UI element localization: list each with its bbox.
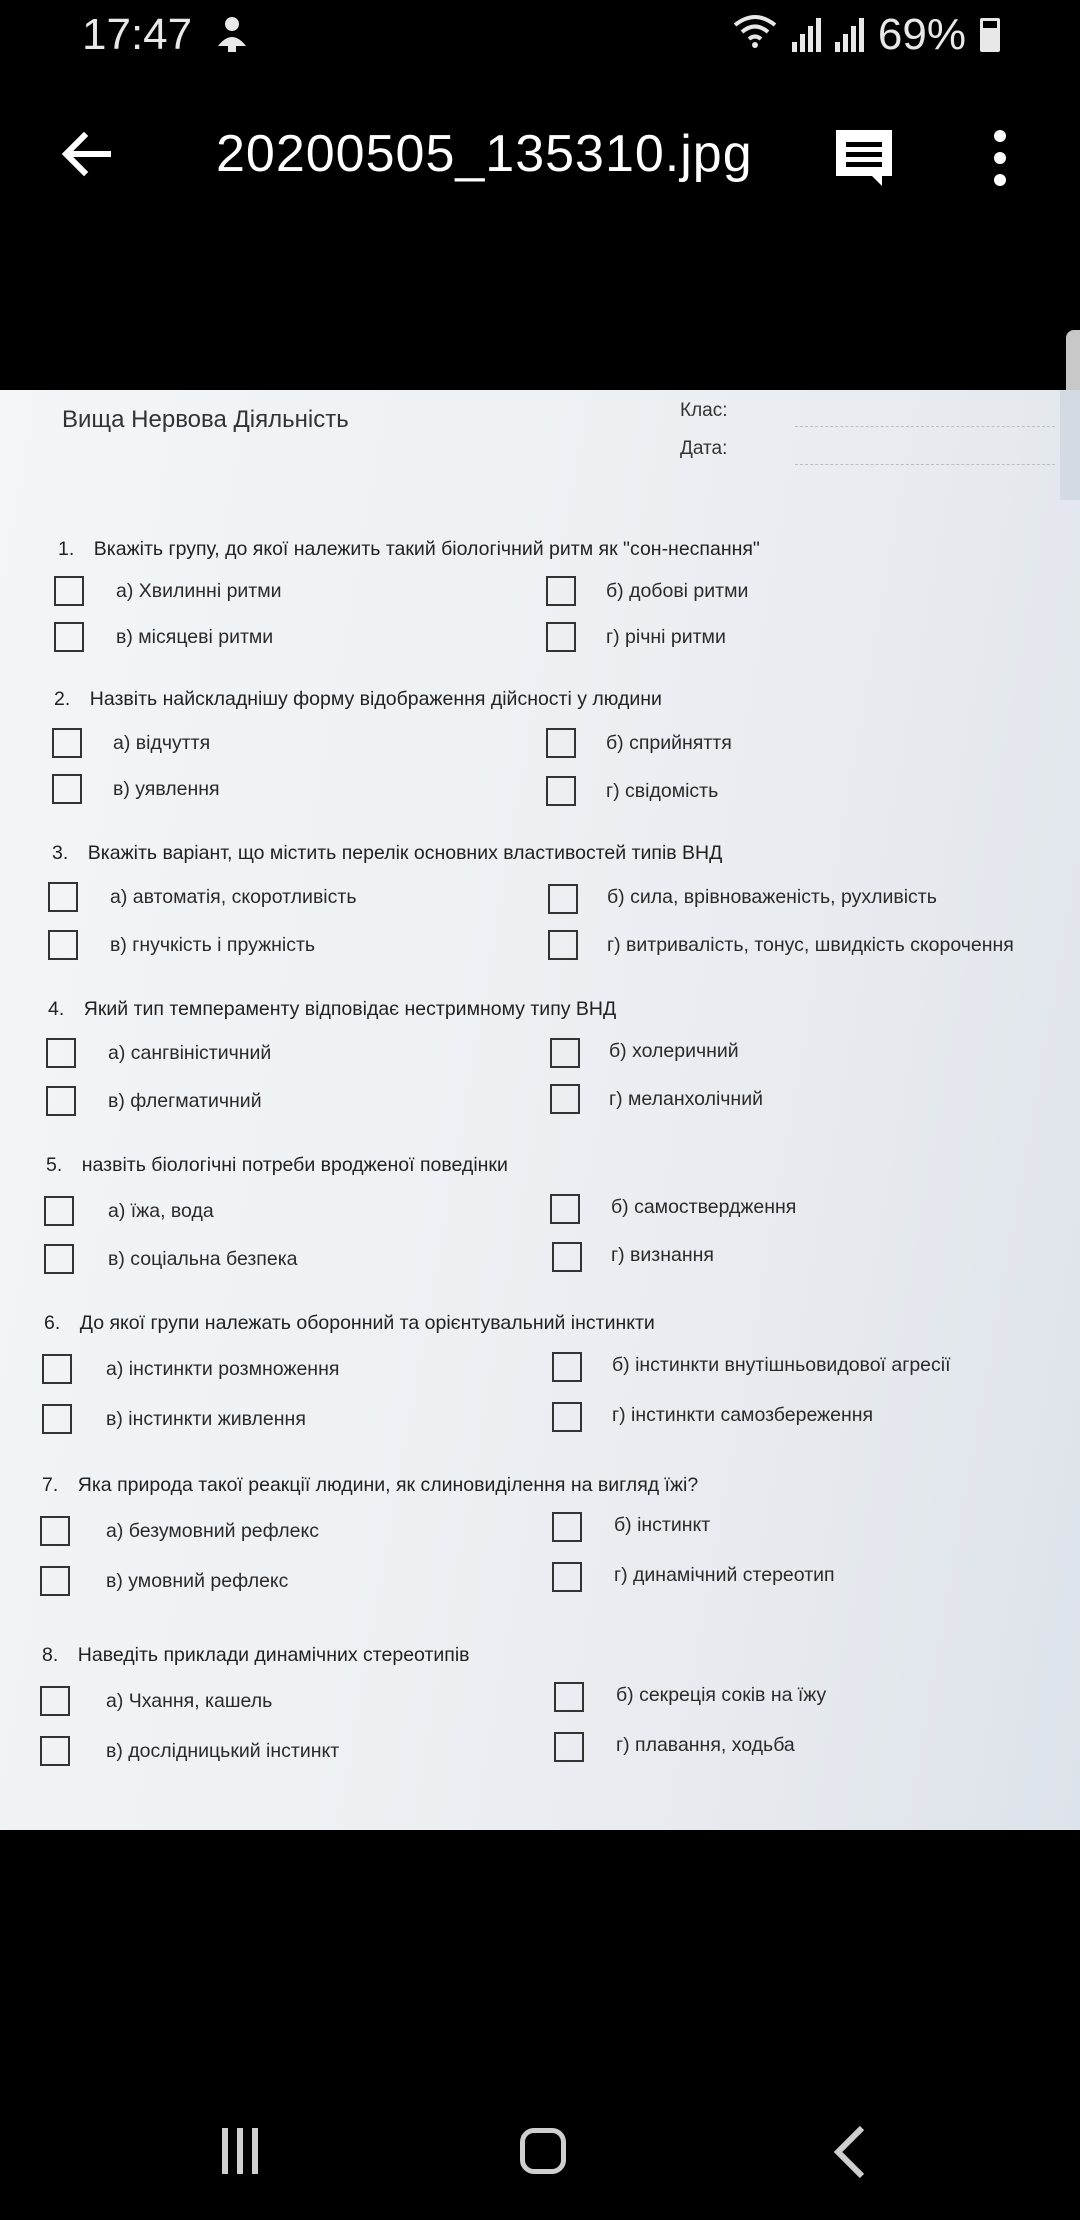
option-q7-b: б) інстинкт [614,1514,711,1536]
checkbox-q2-d[interactable] [546,776,576,806]
date-label: Дата: [680,438,728,459]
wifi-icon [732,10,778,60]
date-line [795,464,1055,465]
checkbox-q4-c[interactable] [46,1086,76,1116]
checkbox-q2-a[interactable] [52,728,82,758]
option-q3-a: а) автоматія, скоротливість [110,886,357,908]
question-3: 3. Вкажіть варіант, що містить перелік основних властивостей типів ВНД [52,842,723,864]
option-q7-d: г) динамічний стереотип [614,1564,835,1586]
option-q5-d: г) визнання [611,1244,714,1266]
question-6: 6. До якої групи належать оборонний та орієнтувальний інстинкти [44,1312,655,1334]
option-q6-c: в) інстинкти живлення [106,1408,306,1430]
file-title: 20200505_135310.jpg [216,125,753,183]
option-q4-a: а) сангвіністичний [108,1042,272,1064]
checkbox-q5-d[interactable] [552,1242,582,1272]
more-vert-icon[interactable] [980,126,1020,190]
checkbox-q3-d[interactable] [548,930,578,960]
signal-icon [835,18,864,52]
question-2: 2. Назвіть найскладнішу форму відображення дійсності у людини [54,688,662,710]
checkbox-q8-a[interactable] [40,1686,70,1716]
option-q4-d: г) меланхолічний [609,1088,763,1110]
status-time: 17:47 [82,10,193,59]
option-q3-c: в) гнучкість і пружність [110,934,316,956]
option-q5-a: а) їжа, вода [108,1200,214,1222]
signal-icon [792,18,821,52]
checkbox-q1-c[interactable] [54,622,84,652]
option-q1-a: а) Хвилинні ритми [116,580,282,602]
checkbox-q4-d[interactable] [550,1084,580,1114]
checkbox-q5-a[interactable] [44,1196,74,1226]
checkbox-q5-c[interactable] [44,1244,74,1274]
status-bar [0,0,1080,72]
option-q2-d: г) свідомість [606,780,719,802]
arrow-left-icon[interactable] [56,122,120,186]
checkbox-q8-d[interactable] [554,1732,584,1762]
checkbox-q7-c[interactable] [40,1566,70,1596]
option-q3-b: б) сила, врівноваженість, рухливість [607,886,937,908]
recent-apps-icon[interactable] [222,2128,266,2176]
option-q7-a: а) безумовний рефлекс [106,1520,319,1542]
document-title: Вища Нервова Діяльність [62,406,349,433]
checkbox-q6-a[interactable] [42,1354,72,1384]
checkbox-q3-a[interactable] [48,882,78,912]
option-q1-d: г) річні ритми [606,626,726,648]
battery-text: 69% [877,10,966,59]
checkbox-q8-c[interactable] [40,1736,70,1766]
question-8: 8. Наведіть приклади динамічних стереотипів [42,1644,470,1666]
document-photo[interactable] [0,390,1080,1830]
checkbox-q8-b[interactable] [554,1682,584,1712]
class-line [795,426,1055,427]
option-q8-c: в) дослідницький інстинкт [106,1740,340,1762]
navigation-bar [0,2100,1080,2220]
checkbox-q2-b[interactable] [546,728,576,758]
sheet-edge [1060,390,1080,500]
checkbox-q1-d[interactable] [546,622,576,652]
checkbox-q1-b[interactable] [546,576,576,606]
option-q2-c: в) уявлення [113,778,220,800]
checkbox-q4-a[interactable] [46,1038,76,1068]
checkbox-q1-a[interactable] [54,576,84,606]
home-icon[interactable] [520,2128,566,2174]
checkbox-q3-c[interactable] [48,930,78,960]
option-q1-c: в) місяцеві ритми [116,626,274,648]
option-q8-b: б) секреція соків на їжу [616,1684,827,1706]
option-q8-a: а) Чхання, кашель [106,1690,273,1712]
option-q8-d: г) плавання, ходьба [616,1734,795,1756]
question-4: 4. Який тип темпераменту відповідає нестримному типу ВНД [48,998,617,1020]
option-q2-b: б) сприйняття [606,732,732,754]
checkbox-q6-d[interactable] [552,1402,582,1432]
option-q5-c: в) соціальна безпека [108,1248,298,1270]
class-label: Клас: [680,400,728,421]
checkbox-q2-c[interactable] [52,774,82,804]
comment-icon[interactable] [832,126,896,190]
app-bar [0,90,1080,220]
checkbox-q7-d[interactable] [552,1562,582,1592]
option-q6-d: г) інстинкти самозбереження [612,1404,874,1426]
option-q4-c: в) флегматичний [108,1090,262,1112]
status-right [732,10,1000,60]
notification-icon [214,14,250,65]
option-q2-a: а) відчуття [113,732,211,754]
option-q6-a: а) інстинкти розмноження [106,1358,340,1380]
option-q5-b: б) самоствердження [611,1196,797,1218]
checkbox-q3-b[interactable] [548,884,578,914]
checkbox-q6-c[interactable] [42,1404,72,1434]
option-q3-d: г) витривалість, тонус, швидкість скорочення [607,934,1014,956]
battery-icon [980,18,1000,52]
checkbox-q7-b[interactable] [552,1512,582,1542]
nav-back-icon[interactable] [830,2122,870,2182]
checkbox-q5-b[interactable] [550,1194,580,1224]
checkbox-q4-b[interactable] [550,1038,580,1068]
option-q4-b: б) холеричний [609,1040,739,1062]
checkbox-q6-b[interactable] [552,1352,582,1382]
option-q7-c: в) умовний рефлекс [106,1570,289,1592]
checkbox-q7-a[interactable] [40,1516,70,1546]
question-5: 5. назвіть біологічні потреби вродженої поведінки [46,1154,508,1176]
option-q1-b: б) добові ритми [606,580,749,602]
option-q6-b: б) інстинкти внутішньовидової агресії [612,1354,951,1376]
question-7: 7. Яка природа такої реакції людини, як слиновиділення на вигляд їжі? [42,1474,699,1496]
question-1: 1. Вкажіть групу, до якої належить такий біологічний ритм як "сон-неспання" [58,538,760,560]
